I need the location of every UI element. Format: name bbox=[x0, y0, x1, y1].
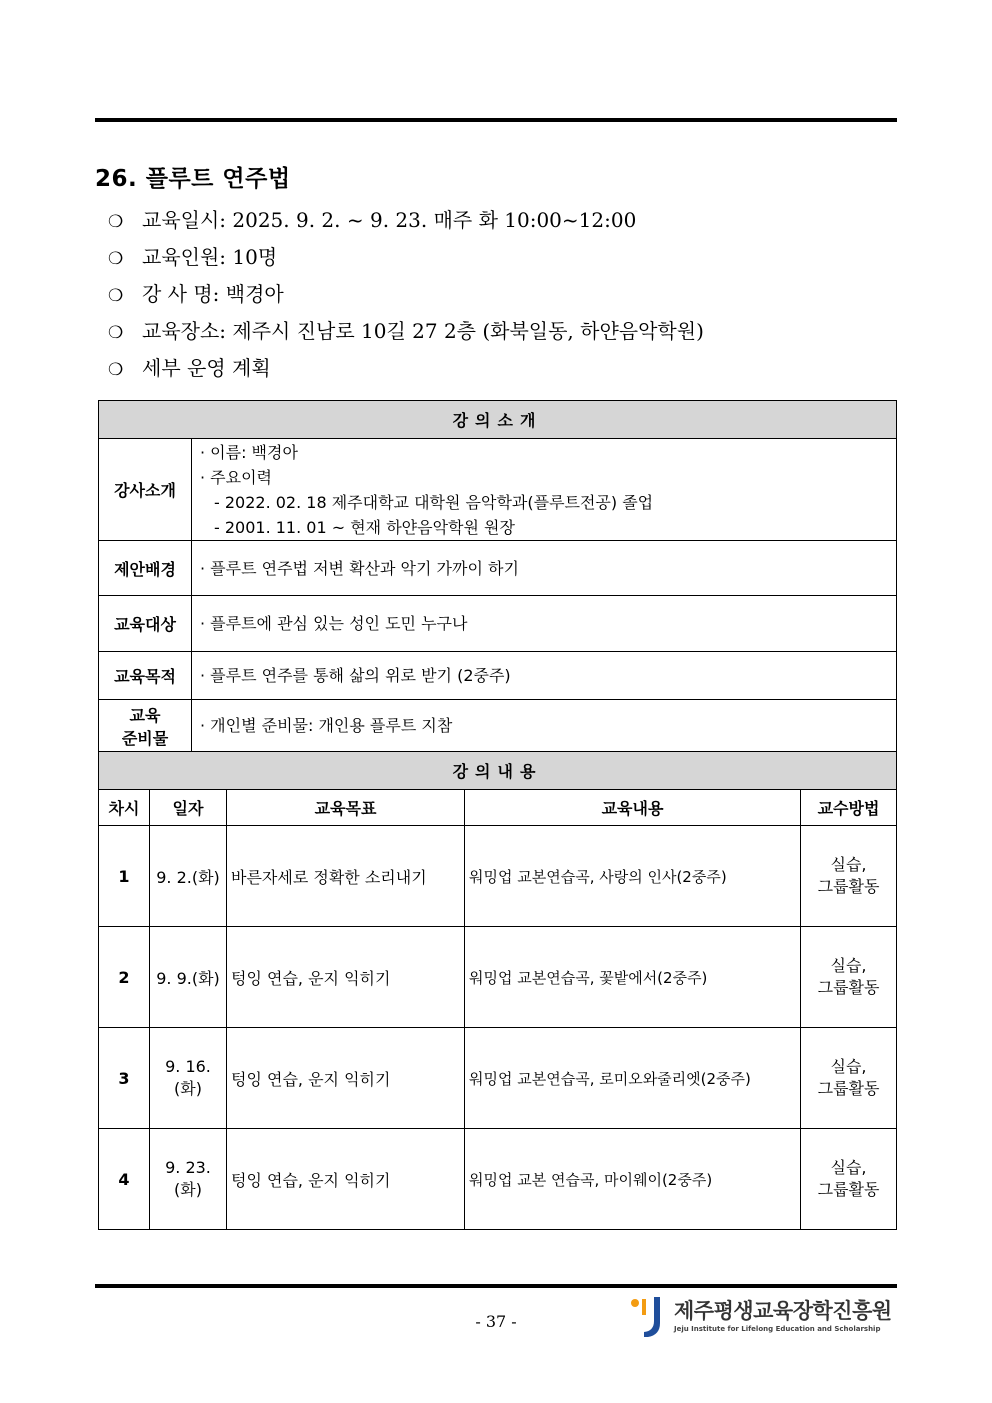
target-value: · 플루트에 관심 있는 성인 도민 누구나 bbox=[192, 596, 897, 652]
intro-header: 강의소개 bbox=[99, 401, 897, 439]
materials-value: · 개인별 준비물: 개인용 플루트 지참 bbox=[192, 700, 897, 752]
col-goal: 교육목표 bbox=[227, 790, 465, 826]
instructor-info: · 이름: 백경아 · 주요이력 - 2022. 02. 18 제주대학교 대학원 음악학과(플루트전공) 졸업 - 2001. 11. 01 ~ 현재 하얀음악학원 원장 bbox=[192, 439, 897, 541]
circle-bullet-icon: ❍ bbox=[108, 286, 124, 306]
section-title: 26. 플루트 연주법 bbox=[95, 166, 291, 192]
institute-logo bbox=[628, 1295, 898, 1339]
background-value: · 플루트 연주법 저변 확산과 악기 가까이 하기 bbox=[192, 541, 897, 596]
logo-name: 제주평생교육장학진흥원 bbox=[674, 1299, 892, 1323]
goal-value: · 플루트 연주를 통해 삶의 위로 받기 (2중주) bbox=[192, 652, 897, 700]
bottom-rule bbox=[95, 1284, 897, 1288]
col-date: 일자 bbox=[150, 790, 227, 826]
top-rule bbox=[95, 118, 897, 122]
background-label: 제안배경 bbox=[99, 541, 192, 596]
col-method: 교수방법 bbox=[801, 790, 897, 826]
table-row: 3 9. 16.(화) 텅잉 연습, 운지 익히기 워밍업 교본연습곡, 로미오와줄리엣(2중주) 실습, 그룹활동 bbox=[99, 1028, 897, 1129]
circle-bullet-icon: ❍ bbox=[108, 360, 124, 380]
circle-bullet-icon: ❍ bbox=[108, 212, 124, 232]
circle-bullet-icon: ❍ bbox=[108, 249, 124, 269]
lecture-plan-table bbox=[98, 400, 897, 1230]
instructor-label: 강사소개 bbox=[99, 439, 192, 541]
list-item: ❍ 세부 운영 계획 bbox=[108, 350, 704, 387]
logo-mark-icon bbox=[628, 1295, 668, 1339]
info-list bbox=[108, 202, 704, 387]
page-number: - 37 - bbox=[475, 1312, 517, 1331]
list-item: ❍ 교육장소: 제주시 진남로 10길 27 2층 (화북일동, 하얀음악학원) bbox=[108, 313, 704, 350]
col-content: 교육내용 bbox=[465, 790, 801, 826]
table-row: 2 9. 9.(화) 텅잉 연습, 운지 익히기 워밍업 교본연습곡, 꽃밭에서(2중주) 실습, 그룹활동 bbox=[99, 927, 897, 1028]
content-header: 강의내용 bbox=[99, 752, 897, 790]
materials-label: 교육 준비물 bbox=[99, 700, 192, 752]
list-item: ❍ 교육일시: 2025. 9. 2. ~ 9. 23. 매주 화 10:00~12:00 bbox=[108, 202, 704, 239]
list-item: ❍ 교육인원: 10명 bbox=[108, 239, 704, 276]
col-session: 차시 bbox=[99, 790, 150, 826]
logo-subtitle: Jeju Institute for Lifelong Education and Scholarship bbox=[674, 1325, 881, 1333]
target-label: 교육대상 bbox=[99, 596, 192, 652]
table-row: 4 9. 23.(화) 텅잉 연습, 운지 익히기 워밍업 교본 연습곡, 마이웨이(2중주) 실습, 그룹활동 bbox=[99, 1129, 897, 1230]
list-item: ❍ 강 사 명: 백경아 bbox=[108, 276, 704, 313]
goal-label: 교육목적 bbox=[99, 652, 192, 700]
table-row: 1 9. 2.(화) 바른자세로 정확한 소리내기 워밍업 교본연습곡, 사랑의 인사(2중주) 실습, 그룹활동 bbox=[99, 826, 897, 927]
circle-bullet-icon: ❍ bbox=[108, 323, 124, 343]
